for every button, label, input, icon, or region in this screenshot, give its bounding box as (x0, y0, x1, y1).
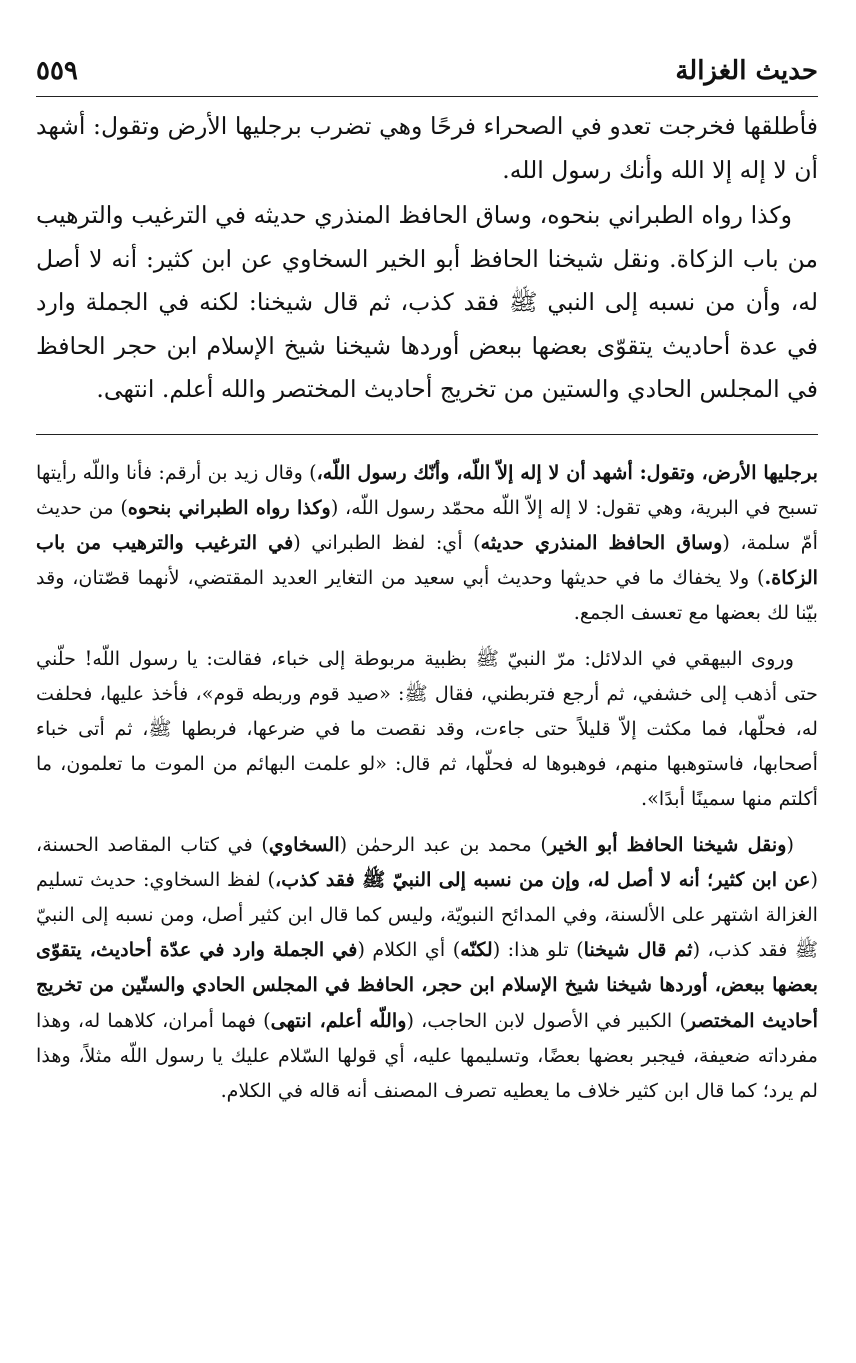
commentary-text: ( (786, 832, 794, 856)
quoted-matn-text: السخاوي (268, 832, 340, 856)
commentary-text: ) الكبير في الأصول لابن الحاجب، ( (406, 1008, 687, 1032)
quoted-matn-text: في الجملة وارد في عدّة أحاديث، يتقوّى بعضها ببعض، أوردها شيخنا شيخ الإسلام ابن حجر، الحافظ في المجلس الحادي والستّين من تخريج أحاديث المختصر (36, 938, 818, 1032)
commentary-text: ) فهما أمران، كلاهما له، وهذا مفرداته ضعيفة، فيجبر بعضها بعضًا، وتسليمها عليه، أي قولها السّلام عليك يا رسول اللّه مثلاً، وهذا لم يرد؛ كما قال ابن كثير خلاف ما يعطيه تصرف المصنف أنه قاله في الكلام. (36, 1008, 818, 1102)
commentary-text: ) تلو هذا: ( (492, 938, 584, 962)
commentary-text: ) وقال زيد بن أرقم: فأنا واللّه رأيتها تسبح في البرية، وهي تقول: لا إله إلاّ اللّه محمّد رسول اللّه، ( (36, 460, 818, 519)
commentary-paragraph-2 (36, 641, 818, 817)
quoted-matn-text: وكذا رواه الطبراني بنحوه (127, 495, 331, 519)
footnote-divider (36, 434, 818, 435)
quoted-matn-text: لكنّه (460, 938, 493, 962)
page-header (36, 56, 818, 97)
commentary-text: ) محمد بن عبد الرحمٰن ( (339, 832, 548, 856)
quoted-matn-text: وساق الحافظ المنذري حديثه (480, 530, 723, 554)
main-text (36, 105, 818, 412)
quoted-matn-text: واللّه أعلم، انتهى (270, 1008, 407, 1032)
commentary-paragraph-1 (36, 455, 818, 631)
quoted-matn-text: في الترغيب والترهيب من باب الزكاة. (36, 530, 818, 590)
main-paragraph-2: وكذا رواه الطبراني بنحوه، وساق الحافظ المنذري حديثه في الترغيب والترهيب من باب الزكاة. ونقل شيخنا الحافظ أبو الخير السخاوي عن ابن كثير: أنه لا أصل له، وأن من نسبه إلى النبي ﷺ فقد كذب، ثم قال شيخنا: لكنه في الجملة وارد في عدة أحاديث يتقوّى بعضها ببعض أوردها شيخنا شيخ الإسلام ابن حجر الحافظ في المجلس الحادي والستين من تخريج أحاديث المختصر والله أعلم. انتهى. (36, 201, 818, 403)
running-title: حديث الغزالة (675, 56, 818, 86)
commentary-text: وروى البيهقي في الدلائل: مرّ النبيّ ﷺ بظبية مربوطة إلى خباء، فقالت: يا رسول اللّه! حلّني حتى أذهب إلى خشفي، ثم أرجع فتربطني، فقال ﷺ: «صيد قوم وربطه قوم»، فأخذ عليها، فحلفت له، فحلّها، فما مكثت إلاّ قليلاً حتى جاءت، وقد نقصت ما في ضرعها، فربطها ﷺ، ثم أتى خباء أصحابها، فاستوهبها منهم، فوهبوها له فحلّها، ثم قال: «لو علمت البهائم من الموت ما تعلمون، ما أكلتم منها سمينًا أبدًا». (36, 646, 818, 811)
commentary-text: ) أي الكلام ( (357, 938, 461, 962)
quoted-matn-text: ثم قال شيخنا (583, 938, 693, 962)
commentary (36, 455, 818, 1109)
commentary-text: ) أي: لفظ الطبراني ( (293, 530, 481, 554)
page-number: ٥٥٩ (36, 56, 78, 86)
quoted-matn-text: ونقل شيخنا الحافظ أبو الخير (547, 832, 787, 856)
commentary-text: ) ولا يخفاك ما في حديثها وحديث أبي سعيد من التغاير العديد المقتضي، لأنهما قصّتان، وقد بيّنا لك بعضها مع تعسف الجمع. (36, 566, 818, 625)
book-page (36, 56, 818, 1118)
commentary-text: ) لفظ السخاوي: حديث تسليم الغزالة اشتهر على الألسنة، وفي المدائح النبويّة، وليس كما قال ابن كثير أصل، ومن نسبه إلى النبيّ ﷺ فقد كذب، ( (36, 867, 818, 962)
commentary-paragraph-3 (36, 827, 818, 1109)
commentary-text: ) من حديث أمّ سلمة، ( (36, 495, 818, 554)
quoted-matn-text: برجليها الأرض، وتقول: أشهد أن لا إله إلاّ اللّه، وأنّك رسول اللّه، (316, 460, 818, 484)
commentary-text: ) في كتاب المقاصد الحسنة، ( (36, 832, 818, 891)
main-paragraph-1: فأطلقها فخرجت تعدو في الصحراء فرحًا وهي تضرب برجليها الأرض وتقول: أشهد أن لا إله إلا الله وأنك رسول الله. (36, 112, 818, 184)
quoted-matn-text: عن ابن كثير؛ أنه لا أصل له، وإن من نسبه إلى النبيّ ﷺ فقد كذب، (275, 867, 811, 891)
